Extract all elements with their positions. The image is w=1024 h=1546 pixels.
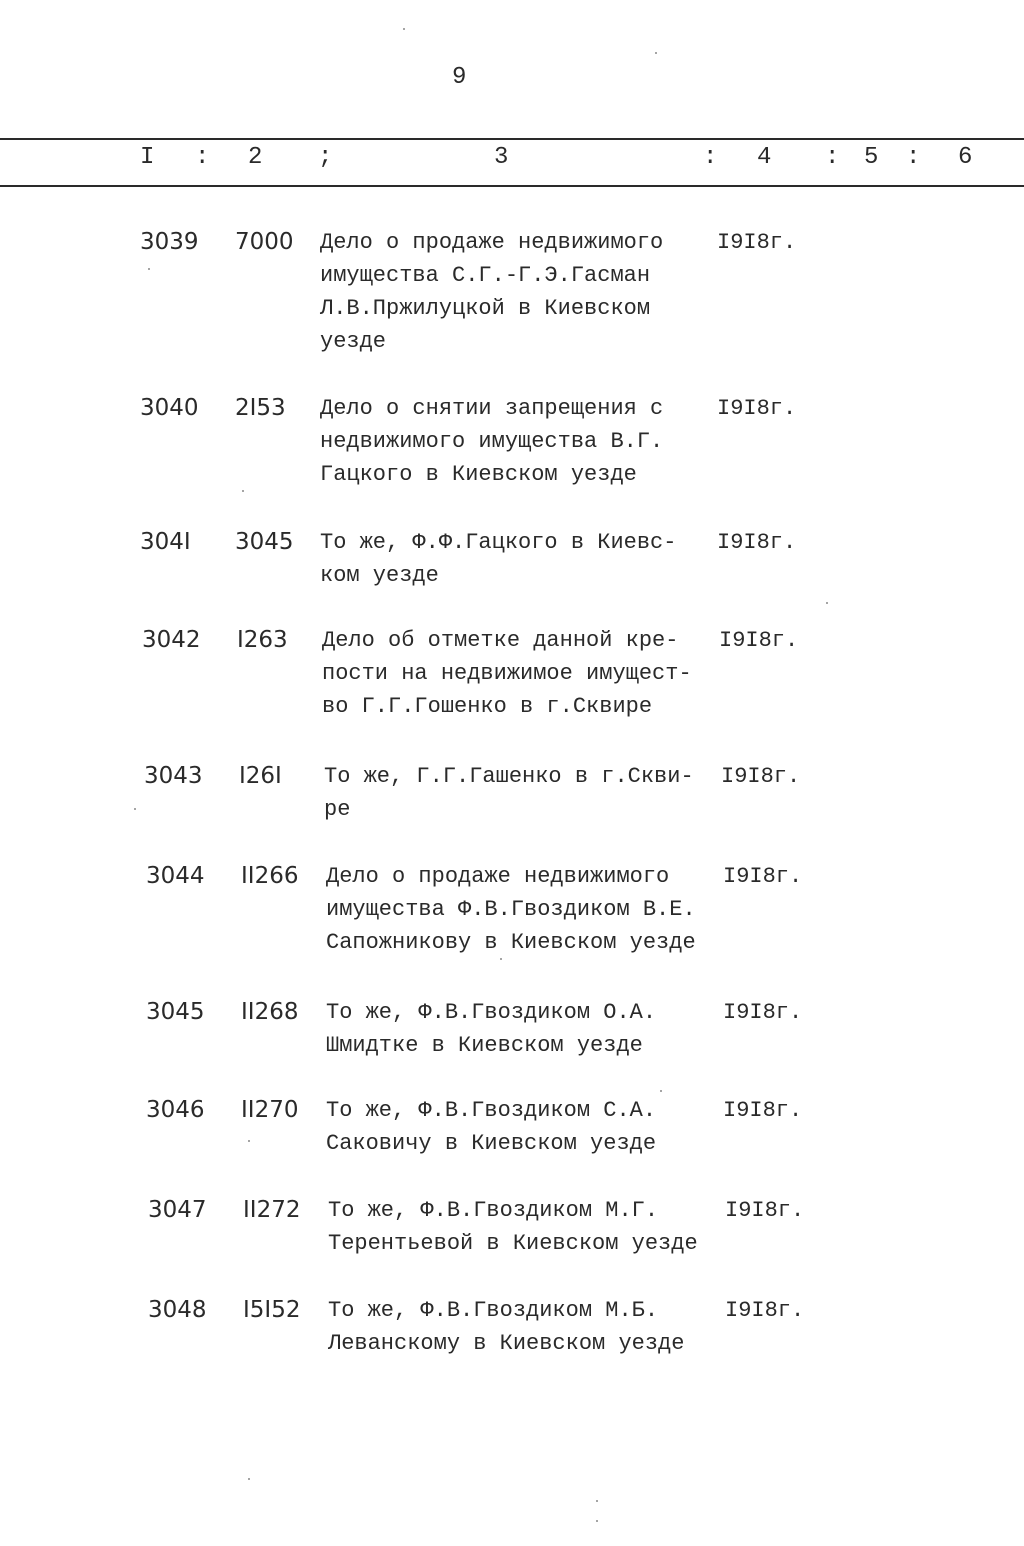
column-separator: : [906, 144, 921, 171]
item-number: 304I [140, 529, 191, 555]
item-year: I9I8г. [723, 1000, 803, 1025]
item-year: I9I8г. [723, 1098, 803, 1123]
description-line: Дело о продаже недвижимого [320, 230, 664, 255]
description-line: Дело о продаже недвижимого [326, 864, 670, 889]
old-number: 3045 [235, 529, 294, 555]
column-separator: : [195, 144, 210, 171]
description-line: недвижимого имущества В.Г. [320, 429, 664, 454]
scan-speck [148, 268, 150, 270]
scan-speck [826, 602, 828, 604]
description-line: Гацкого в Киевском уезде [320, 462, 637, 487]
description-line: Сапожникову в Киевском уезде [326, 930, 696, 955]
description-line: Дело о снятии запрещения с [320, 396, 664, 421]
item-year: I9I8г. [719, 628, 799, 653]
column-header-5: 5 [864, 144, 879, 171]
item-description [326, 996, 726, 1062]
description-line: Терентьевой в Киевском уезде [328, 1231, 698, 1256]
item-number: 3042 [142, 627, 201, 653]
column-header-1: I [140, 144, 155, 171]
description-line: То же, Ф.В.Гвоздиком М.Б. [328, 1298, 659, 1323]
scan-speck [403, 28, 405, 30]
description-line: пости на недвижимое имущест- [322, 661, 692, 686]
item-description [320, 392, 720, 491]
item-description [322, 624, 722, 723]
description-line: имущества С.Г.-Г.Э.Гасман [320, 263, 651, 288]
header-rule-bottom [0, 185, 1024, 187]
description-line: То же, Ф.В.Гвоздиком О.А. [326, 1000, 657, 1025]
description-line: То же, Ф.В.Гвоздиком М.Г. [328, 1198, 659, 1223]
old-number: II272 [243, 1197, 301, 1223]
column-header-4: 4 [757, 144, 772, 171]
column-separator: ; [318, 144, 333, 171]
description-line: ком уезде [320, 563, 439, 588]
item-description [320, 526, 720, 592]
column-header-6: 6 [958, 144, 973, 171]
old-number: 2I53 [235, 395, 286, 421]
column-header-2: 2 [248, 144, 263, 171]
item-description [328, 1294, 728, 1360]
description-line: Л.В.Пржилуцкой в Киевском [320, 296, 651, 321]
old-number: I26I [239, 763, 282, 789]
scan-speck [655, 52, 657, 54]
item-year: I9I8г. [725, 1198, 805, 1223]
item-year: I9I8г. [721, 764, 801, 789]
item-year: I9I8г. [717, 396, 797, 421]
scan-speck [248, 1140, 250, 1142]
scan-speck [134, 808, 136, 810]
description-line: во Г.Г.Гошенко в г.Сквире [322, 694, 653, 719]
scan-speck [248, 1478, 250, 1480]
old-number: II270 [241, 1097, 299, 1123]
item-year: I9I8г. [717, 230, 797, 255]
item-number: 3048 [148, 1297, 207, 1323]
description-line: Дело об отметке данной кре- [322, 628, 679, 653]
description-line: Саковичу в Киевском уезде [326, 1131, 657, 1156]
old-number: 7000 [235, 229, 294, 255]
scan-speck [596, 1500, 598, 1502]
description-line: ре [324, 797, 351, 822]
item-number: 3044 [146, 863, 205, 889]
old-number: II266 [241, 863, 299, 889]
description-line: То же, Г.Г.Гашенко в г.Скви- [324, 764, 694, 789]
item-number: 3046 [146, 1097, 205, 1123]
header-rule-top [0, 138, 1024, 140]
item-description [324, 760, 724, 826]
description-line: То же, Ф.Ф.Гацкого в Киевс- [320, 530, 677, 555]
item-year: I9I8г. [725, 1298, 805, 1323]
item-description [326, 860, 726, 959]
old-number: II268 [241, 999, 299, 1025]
item-description [326, 1094, 726, 1160]
description-line: уезде [320, 329, 387, 354]
scan-speck [660, 1090, 662, 1092]
scan-speck [500, 958, 502, 960]
scan-speck [596, 1520, 598, 1522]
item-number: 3045 [146, 999, 205, 1025]
item-number: 3040 [140, 395, 199, 421]
column-separator: : [825, 144, 840, 171]
page-number: 9 [452, 64, 467, 91]
old-number: I5I52 [243, 1297, 301, 1323]
description-line: То же, Ф.В.Гвоздиком С.А. [326, 1098, 657, 1123]
description-line: имущества Ф.В.Гвоздиком В.Е. [326, 897, 696, 922]
item-number: 3039 [140, 229, 199, 255]
column-header-3: 3 [494, 144, 509, 171]
item-description [320, 226, 720, 358]
old-number: I263 [237, 627, 288, 653]
item-year: I9I8г. [723, 864, 803, 889]
column-separator: : [703, 144, 718, 171]
item-number: 3047 [148, 1197, 207, 1223]
item-description [328, 1194, 728, 1260]
item-year: I9I8г. [717, 530, 797, 555]
scan-speck [242, 490, 244, 492]
description-line: Леванскому в Киевском уезде [328, 1331, 685, 1356]
description-line: Шмидтке в Киевском уезде [326, 1033, 643, 1058]
item-number: 3043 [144, 763, 203, 789]
